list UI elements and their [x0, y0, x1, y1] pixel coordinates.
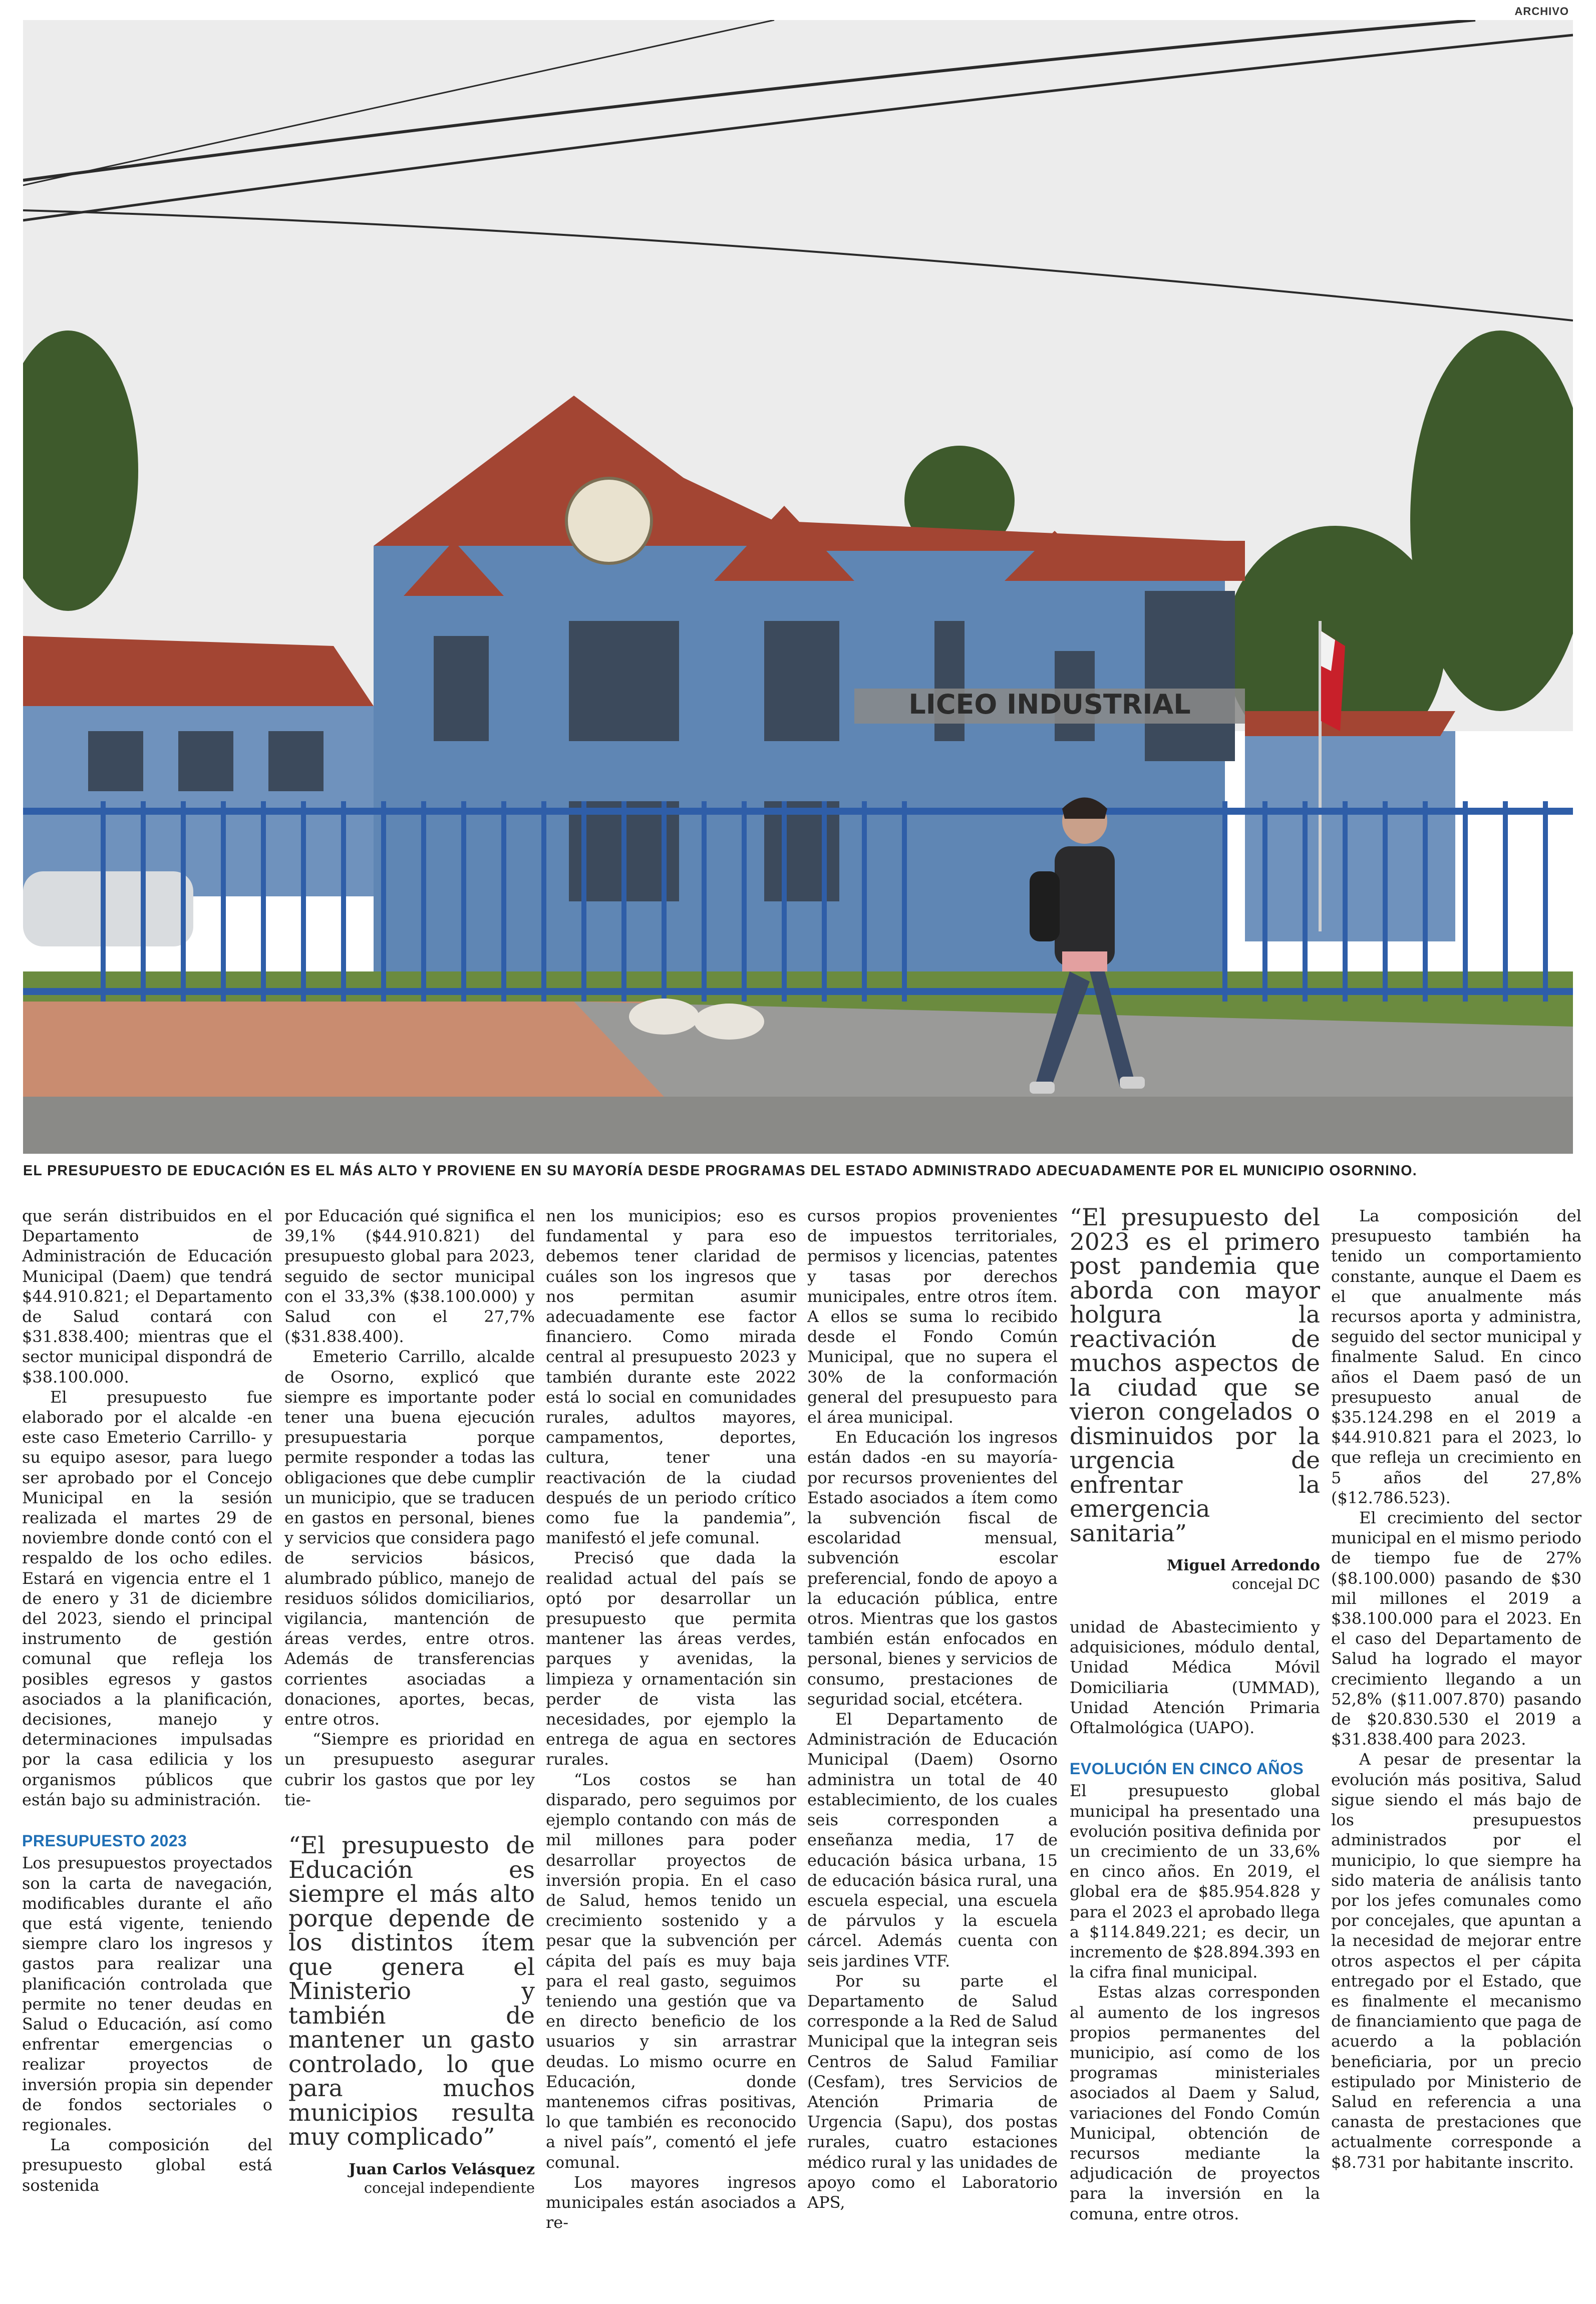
paragraph: Precisó que dada la realidad actual del país se optó por desarrollar un presupuesto que permita mantener las áreas verdes, parques y avenidas, la limpieza y ornamentación sin perder de vista las necesidades, por ejemplo la entrega de agua en sectores rurales.	[546, 1548, 796, 1769]
paragraph: El Departamento de Administración de Educación Municipal (Daem) Osorno administra un total de 40 establecimiento, de los cuales seis corresponden a enseñanza media, 17 de educación básica urbana, 15 de educación básica rural, una escuela especial, una escuela de párvulos y la escuela cárcel. Además cuenta con seis jardines VTF.	[807, 1710, 1058, 1970]
paragraph: En Educación los ingresos están dados -en su mayoría- por recursos provenientes del Estado asociados a ítem como la subvención fiscal de escolaridad mensual, subvención escolar preferencial, fondo de apoyo a la educación pública, entre otros. Mientras que los gastos también están enfocados en personal, bienes y servicios de consumo, prestaciones de seguridad social, etcétera.	[807, 1428, 1058, 1709]
parked-car	[23, 871, 193, 946]
quote-author-role: concejal DC	[1232, 1575, 1320, 1592]
column-6	[1331, 1206, 1581, 2172]
paragraph: “Siempre es prioridad en un presupuesto asegurar cubrir los gastos que por ley tie-	[284, 1730, 535, 1809]
quote-author-role: concejal independiente	[364, 2179, 535, 2196]
paragraph: Los mayores ingresos municipales están asociados a re-	[546, 2172, 796, 2232]
paragraph: Por su parte el Departamento de Salud corresponde a la Red de Salud Municipal que la integran seis Centros de Salud Familiar (Cesfam), tres Servicios de Atención Primaria de Urgencia (Sapu), dos postas rurales, cuatro estaciones médico rural y las unidades de apoyo como el Laboratorio APS,	[807, 1971, 1058, 2212]
paragraph: unidad de Abastecimiento y adquisiciones, módulo dental, Unidad Médica Móvil Domiciliaria (UMMAD), Unidad Atención Primaria Oftalmológica (UAPO).	[1070, 1617, 1320, 1738]
section-heading: PRESUPUESTO 2023	[22, 1832, 187, 1850]
paragraph: que serán distribuidos en el Departamento de Administración de Educación Municipal (Daem) que tendrá $44.910.821; el Departamento de Salud contará con $31.838.400; mientras que el sector municipal dispondrá de $38.100.000.	[22, 1206, 272, 1387]
paragraph: El presupuesto fue elaborado por el alcalde -en este caso Emeterio Carrillo- y su equipo asesor, para luego ser aprobado por el Concejo Municipal en la sesión realizada el martes 29 de noviembre donde contó con el respaldo de los ocho ediles. Estará en vigencia entre el 1 de enero y 31 de diciembre del 2023, siendo el principal instrumento de gestión comunal que refleja los posibles egresos y gastos asociados a la planificación, decisiones, manejo y determinaciones impulsadas por la casa edilicia y los organismos públicos que están bajo su administración.	[22, 1387, 272, 1809]
paragraph: nen los municipios; eso es fundamental y para eso debemos tener claridad de cuáles son los ingresos que nos permitan asumir adecuadamente ese factor financiero. Como mirada central al presupuesto 2023 y también durante este 2022 está lo social en comunidades rurales, adultos mayores, campamentos, deportes, cultura, tener una reactivación de la ciudad después de un periodo crítico como fue la pandemia”, manifestó el jefe comunal.	[546, 1206, 796, 1548]
photo-credit: ARCHIVO	[1514, 5, 1569, 18]
column-3	[546, 1206, 796, 2232]
pull-quote	[1070, 1206, 1320, 1593]
column-4	[807, 1206, 1058, 2212]
quote-author: Juan Carlos Velásquez	[349, 2160, 535, 2178]
pull-quote-text: “El presupuesto del 2023 es el primero post pandemia que aborda con mayor holgura la reactivación de muchos aspectos de la ciudad que se vieron congelados o disminuidos por la urgencia de enfrentar la emergencia sanitaria”	[1070, 1204, 1320, 1547]
building-sign: LICEO INDUSTRIAL	[908, 689, 1191, 720]
article-photo	[23, 20, 1573, 1154]
paragraph: cursos propios provenientes de impuestos territoriales, permisos y licencias, patentes y tasas por derechos municipales, entre otros ítem. A ellos se suma lo recibido desde el Fondo Común Municipal, que no supera el 30% de la conformación general del presupuesto para el área municipal.	[807, 1206, 1058, 1427]
photo-caption: EL PRESUPUESTO DE EDUCACIÓN ES EL MÁS ALTO Y PROVIENE EN SU MAYORÍA DESDE PROGRAMAS DEL ESTADO ADMINISTRADO ADECUADAMENTE POR EL MUNICIPIO OSORNINO.	[23, 1163, 1418, 1179]
column-5	[1070, 1206, 1320, 2224]
sidewalk	[23, 1002, 664, 1097]
paragraph: La composición del presupuesto global está sostenida	[22, 2135, 272, 2195]
paragraph: El crecimiento del sector municipal en el mismo periodo de tiempo fue de 27% ($8.100.000) pasando de $30 mil millones el 2019 a $38.100.000 para el 2023. En el caso del Departamento de Salud ha logrado el mayor crecimiento llegando a un 52,8% ($11.007.870) pasando de $20.830.530 el 2019 a $31.838.400 para 2023.	[1331, 1508, 1581, 1749]
quote-author: Miguel Arredondo	[1166, 1557, 1320, 1574]
school-emblem	[566, 478, 652, 563]
paragraph: Emeterio Carrillo, alcalde de Osorno, explicó que siempre es importante poder tener una buena ejecución presupuestaria porque permite responder a todas las obligaciones que debe cumplir un municipio, que se traducen en gastos en personal, bienes y servicios que considera pago de servicios básicos, alumbrado público, manejo de residuos sólidos domiciliarios, vigilancia, mantención de áreas verdes, entre otros. Además de transferencias corrientes asociadas a donaciones, aportes, becas, entre otros.	[284, 1347, 535, 1729]
paragraph: Los presupuestos proyectados son la carta de navegación, modificables durante el año que está vigente, teniendo siempre claro los ingresos y gastos para realizar una planificación controlada que permite no tener deudas en Salud o Educación, así como enfrentar emergencias o realizar proyectos de inversión propia sin depender de fondos sectoriales o regionales.	[22, 1853, 272, 2134]
paragraph: “Los costos se han disparado, pero seguimos por ejemplo contando con más de mil millones para poder desarrollar proyectos de inversión propia. En el caso de Salud, hemos tenido un crecimiento sostenido y a pesar que la subvención per cápita del país es muy baja para el real gasto, seguimos teniendo una gestión que va en directo beneficio de los usuarios y sin arrastrar deudas. Lo mismo ocurre en Educación, donde mantenemos cifras positivas, lo que también es reconocido a nivel país”, comentó el jefe comunal.	[546, 1770, 796, 2172]
paragraph: Estas alzas corresponden al aumento de los ingresos propios permanentes del municipio, así como de los programas ministeriales asociados al Daem y Salud, variaciones del Fondo Común Municipal, obtención de recursos mediante la adjudicación de proyectos para la inversión en la comuna, entre otros.	[1070, 1983, 1320, 2223]
column-2	[284, 1206, 535, 2197]
paragraph: La composición del presupuesto también ha tenido un comportamiento constante, aunque el Daem es el que anualmente más recursos aporta y administra, seguido del sector municipal y finalmente Salud. En cinco años el Daem pasó de un presupuesto anual de $35.124.298 en el 2019 a $44.910.821 para el 2023, lo que refleja un crecimiento en 5 años del 27,8% ($12.786.523).	[1331, 1206, 1581, 1507]
pull-quote	[284, 1834, 535, 2197]
paragraph: El presupuesto global municipal ha presentado una evolución positiva definida por un crecimiento de un 33,6% en cinco años. En 2019, el global era de $85.954.828 y para el 2023 el aprobado llega a $114.849.221; es decir, un incremento de $28.894.393 en la cifra final municipal.	[1070, 1781, 1320, 1982]
paragraph: por Educación qué significa el 39,1% ($44.910.821) del presupuesto global para 2023, seguido de sector municipal con el 33,3% ($38.100.000) y Salud con el 27,7% ($31.838.400).	[284, 1206, 535, 1347]
section-heading: EVOLUCIÓN EN CINCO AÑOS	[1070, 1760, 1304, 1778]
pull-quote-text: “El presupuesto de Educación es siempre el más alto porque depende de los distintos ítem que genera el Ministerio y también de mantener un gasto controlado, lo que para muchos municipios resulta muy complicado”	[288, 1832, 535, 2151]
paragraph: A pesar de presentar la evolución más positiva, Salud sigue siendo el más bajo de los presupuestos administrados por el municipio, lo que siempre ha sido materia de análisis tanto por los jefes comunales como por concejales, que apuntan a la necesidad de mejorar entre otros aspectos el per cápita entregado por el Estado, que es finalmente el mecanismo de financiamiento que paga de acuerdo a la población beneficiaria, por un precio estipulado por Ministerio de Salud en referencia a una canasta de prestaciones que actualmente corresponde a $8.731 por habitante inscrito.	[1331, 1750, 1581, 2172]
column-1	[22, 1206, 272, 2195]
